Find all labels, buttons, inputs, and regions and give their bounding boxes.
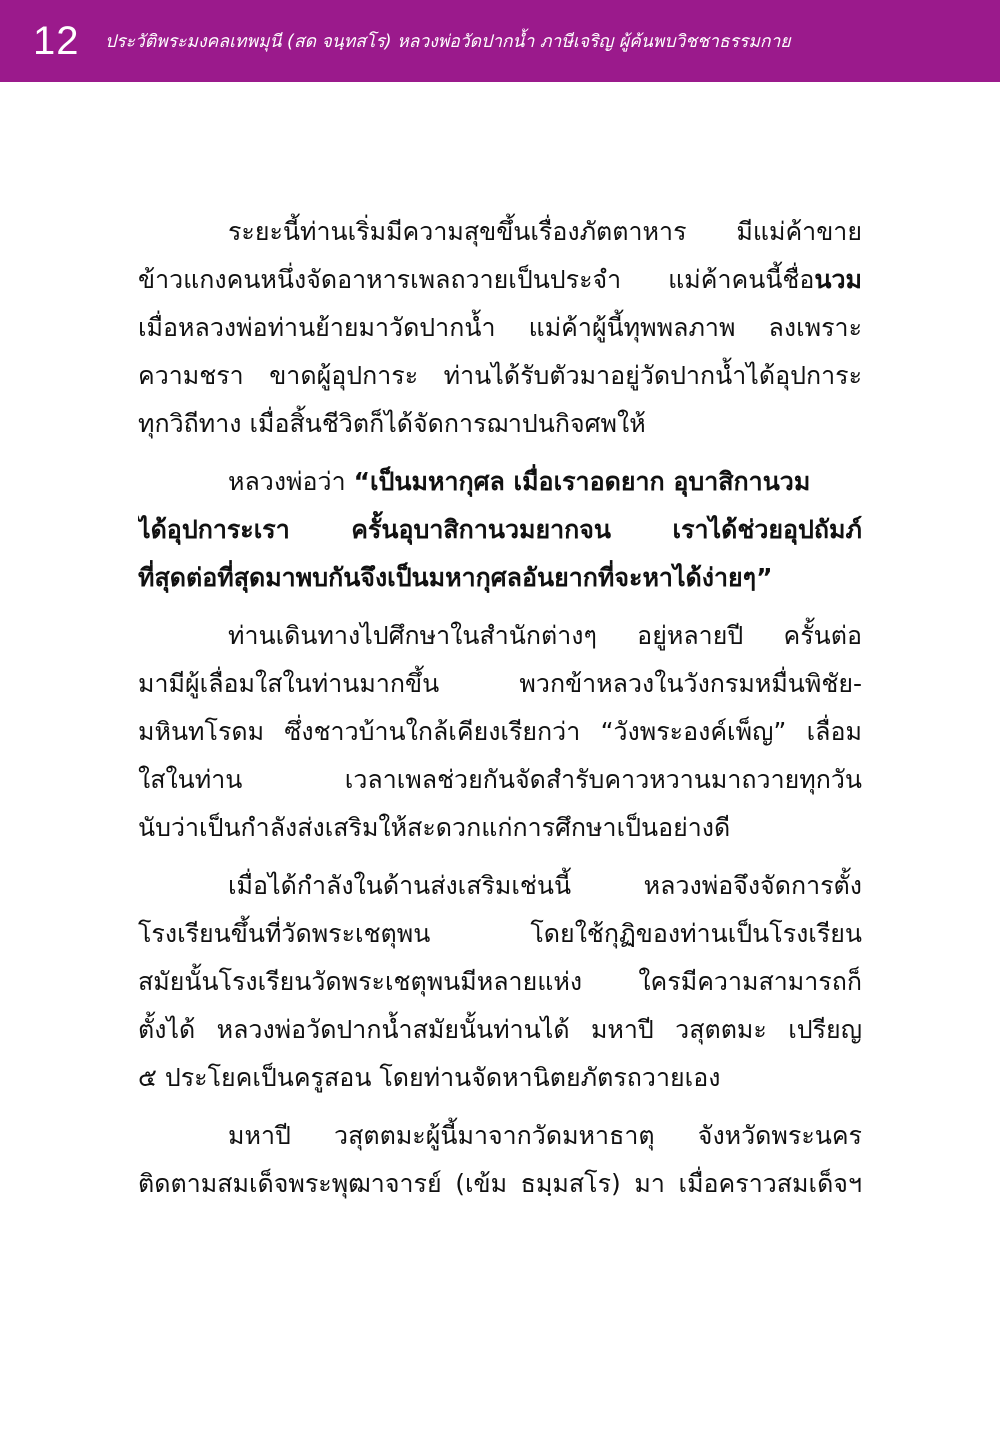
- text-run: หลวงพ่อว่า: [228, 467, 354, 496]
- quote-text: ที่สุดต่อที่สุดมาพบกันจึงเป็นมหากุศลอันยากที่จะหาได้ง่ายๆ”: [138, 563, 773, 592]
- text-line: มหินทโรดม ซึ่งชาวบ้านใกล้เคียงเรียกว่า “วังพระองค์เพ็ญ” เลื่อม: [138, 717, 862, 746]
- text-line: ระยะนี้ท่านเริ่มมีความสุขขึ้นเรื่องภัตตาหาร มีแม่ค้าขาย: [228, 217, 862, 246]
- body-text: [138, 208, 862, 1208]
- text-line: สมัยนั้นโรงเรียนวัดพระเชตุพนมีหลายแห่ง ใครมีความสามารถก็: [138, 967, 862, 996]
- text-line: [138, 458, 862, 506]
- text-line: มหาปี วสุตตมะผู้นี้มาจากวัดมหาธาตุ จังหวัดพระนคร: [228, 1121, 862, 1150]
- paragraph-4: [138, 862, 862, 1102]
- paragraph-gap: [138, 852, 862, 862]
- page-number: 12: [33, 18, 80, 63]
- text-line: ติดตามสมเด็จพระพุฒาจารย์ (เข้ม ธมฺมสโร) มา เมื่อคราวสมเด็จฯ: [138, 1169, 862, 1198]
- paragraph-gap: [138, 602, 862, 612]
- text-line: ตั้งได้ หลวงพ่อวัดปากน้ำสมัยนั้นท่านได้ มหาปี วสุตตมะ เปรียญ: [138, 1015, 862, 1044]
- paragraph-gap: [138, 1102, 862, 1112]
- text-line: นับว่าเป็นกำลังส่งเสริมให้สะดวกแก่การศึกษาเป็นอย่างดี: [138, 813, 731, 842]
- paragraph-1: [138, 208, 862, 448]
- paragraph-3: [138, 612, 862, 852]
- text-line: เมื่อหลวงพ่อท่านย้ายมาวัดปากน้ำ แม่ค้าผู้นี้ทุพพลภาพ ลงเพราะ: [138, 313, 862, 342]
- text-line: เมื่อได้กำลังในด้านส่งเสริมเช่นนี้ หลวงพ่อจึงจัดการตั้ง: [228, 871, 862, 900]
- text-line: [138, 256, 862, 304]
- text-line: ท่านเดินทางไปศึกษาในสำนักต่างๆ อยู่หลายปี ครั้นต่อ: [228, 621, 862, 650]
- running-title: ประวัติพระมงคลเทพมุนี (สด จนฺทสโร) หลวงพ่อวัดปากน้ำ ภาษีเจริญ ผู้ค้นพบวิชชาธรรมกาย: [105, 32, 791, 52]
- paragraph-gap: [138, 448, 862, 458]
- text-line: ๕ ประโยคเป็นครูสอน โดยท่านจัดหานิตยภัตรถวายเอง: [138, 1063, 721, 1092]
- paragraph-5: [138, 1112, 862, 1208]
- text-line: มามีผู้เลื่อมใสในท่านมากขึ้น พวกข้าหลวงในวังกรมหมื่นพิชัย-: [138, 669, 862, 698]
- text-run: ข้าวแกงคนหนึ่งจัดอาหารเพลถวายเป็นประจำ แม่ค้าคนนี้ชื่อ: [138, 265, 815, 294]
- quote-text: ได้อุปการะเรา ครั้นอุบาสิกานวมยากจน เราได้ช่วยอุปถัมภ์: [138, 515, 862, 544]
- paragraph-2-quote: [138, 458, 862, 602]
- bold-name: นวม: [814, 265, 862, 294]
- text-line: ทุกวิถีทาง เมื่อสิ้นชีวิตก็ได้จัดการฌาปนกิจศพให้: [138, 409, 646, 438]
- text-line: ใสในท่าน เวลาเพลช่วยกันจัดสำรับคาวหวานมาถวายทุกวัน: [138, 765, 862, 794]
- header-band: [0, 0, 1000, 82]
- text-line: โรงเรียนขึ้นที่วัดพระเชตุพน โดยใช้กุฏิของท่านเป็นโรงเรียน: [138, 919, 862, 948]
- quote-text: “เป็นมหากุศล เมื่อเราอดยาก อุบาสิกานวม: [353, 467, 811, 496]
- text-line: ความชรา ขาดผู้อุปการะ ท่านได้รับตัวมาอยู่วัดปากน้ำได้อุปการะ: [138, 361, 862, 390]
